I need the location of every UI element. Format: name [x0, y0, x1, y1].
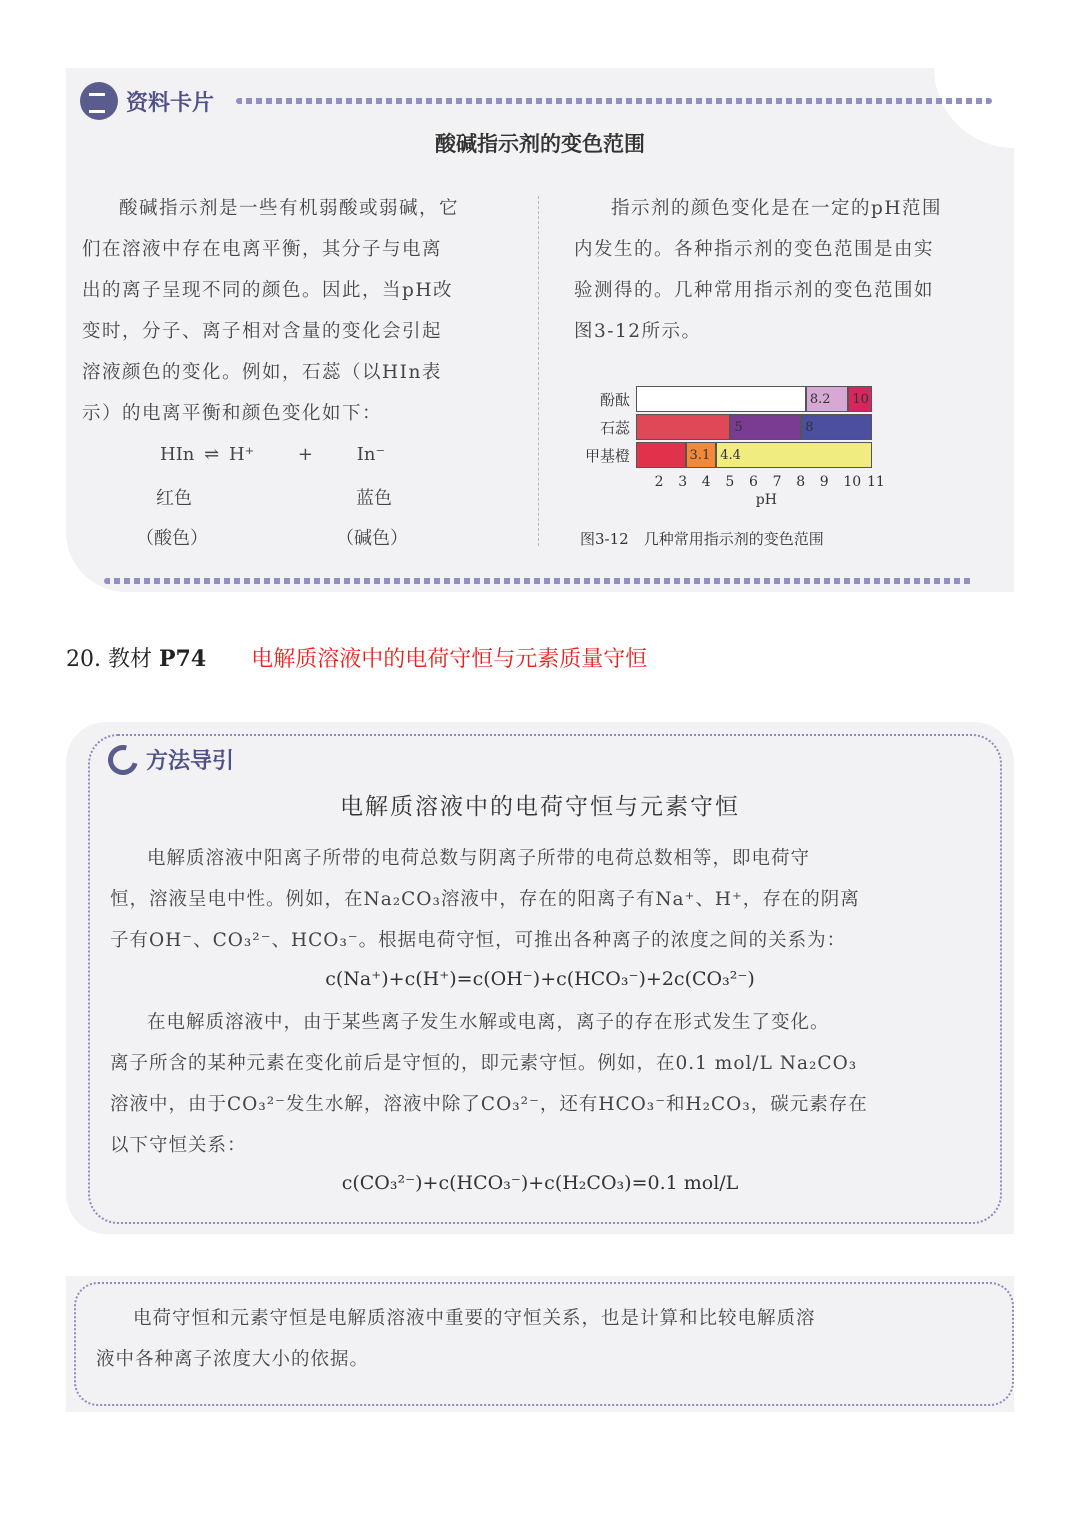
x-tick-label: 4 [701, 474, 711, 490]
section-title: 电解质溶液中的电荷守恒与元素质量守恒 [251, 647, 648, 672]
text-line: 恒，溶液呈电中性。例如，在Na₂CO₃溶液中，存在的阳离子有Na⁺、H⁺，存在的阴离 [110, 889, 860, 910]
color-blue-label: 蓝色 [356, 488, 392, 509]
indicator-label: 甲基橙 [584, 447, 630, 465]
summary-paragraph [96, 1298, 992, 1380]
text-line: 溶液颜色的变化。例如，石蕊（以HIn表 [82, 362, 442, 383]
info-card-header-label: 资料卡片 [126, 90, 215, 116]
wavy-divider-top [236, 98, 992, 104]
indicator-range-segment: 4.4 [716, 442, 872, 468]
x-tick-label: 5 [725, 474, 735, 490]
x-tick-label: 3 [678, 474, 688, 490]
acid-color-label: （酸色） [136, 528, 208, 549]
text-line: 验测得的。几种常用指示剂的变色范围如 [574, 280, 935, 301]
text-line: 液中各种离子浓度大小的依据。 [96, 1349, 370, 1370]
eq-right2: In⁻ [356, 444, 385, 465]
section-number: 20. [66, 647, 101, 672]
element-balance-formula: c(CO₃²⁻)+c(HCO₃⁻)+c(H₂CO₃)=0.1 mol/L [341, 1172, 739, 1194]
indicator-bar [570, 442, 870, 468]
info-card-header [80, 82, 214, 120]
x-tick-label: 2 [654, 474, 664, 490]
indicator-range-segment: 10 [848, 386, 872, 412]
column-divider [538, 196, 539, 546]
indicator-bar [570, 386, 870, 412]
section-book-label: 教材 [108, 647, 153, 672]
info-card-title: 酸碱指示剂的变色范围 [435, 132, 645, 156]
text-line: 酸碱指示剂是一些有机弱酸或弱碱，它 [119, 198, 460, 219]
x-tick-label: 6 [749, 474, 758, 490]
charge-balance-formula: c(Na⁺)+c(H⁺)=c(OH⁻)+c(HCO₃⁻)+2c(CO₃²⁻) [325, 968, 755, 990]
text-line: 电荷守恒和元素守恒是电解质溶液中重要的守恒关系，也是计算和比较电解质溶 [133, 1308, 816, 1329]
indicator-range-segment: 8.2 [806, 386, 848, 412]
indicator-range-segment: 5 [730, 414, 801, 440]
x-tick-label: 7 [772, 474, 782, 490]
x-tick-label: 10 [843, 474, 862, 490]
indicator-range-segment: 3.1 [686, 442, 717, 468]
x-tick-label: 9 [819, 474, 829, 490]
text-line: 变时，分子、离子相对含量的变化会引起 [82, 321, 443, 342]
indicator-range-segment [636, 414, 730, 440]
figure-caption: 图3-12 几种常用指示剂的变色范围 [580, 530, 824, 548]
text-line: 内发生的。各种指示剂的变色范围是由实 [574, 239, 935, 260]
eq-plus: + [297, 444, 313, 465]
x-axis-label: pH [755, 492, 777, 508]
text-line: 溶液中，由于CO₃²⁻发生水解，溶液中除了CO₃²⁻，还有HCO₃⁻和H₂CO₃，碳元素存在 [110, 1094, 868, 1115]
section-heading [66, 642, 647, 673]
info-right-paragraph [574, 188, 994, 352]
method-card-header [108, 744, 234, 775]
text-line: 出的离子呈现不同的颜色。因此，当pH改 [82, 280, 453, 301]
x-tick-label: 8 [796, 474, 806, 490]
method-paragraph-1 [110, 838, 978, 961]
text-line: 在电解质溶液中，由于某些离子发生水解或电离，离子的存在形式发生了变化。 [147, 1012, 830, 1033]
ionization-equation [160, 444, 385, 465]
compass-icon [103, 739, 144, 780]
indicator-range-segment: 8 [801, 414, 872, 440]
eq-arrow: ⇌ [204, 444, 220, 465]
text-line: 子有OH⁻、CO₃²⁻、HCO₃⁻。根据电荷守恒，可推出各种离子的浓度之间的关系为： [110, 930, 847, 951]
text-line: 们在溶液中存在电离平衡，其分子与电离 [82, 239, 443, 260]
eq-right1: H⁺ [228, 444, 255, 465]
indicator-label: 石蕊 [599, 419, 630, 437]
document-icon [80, 82, 118, 120]
text-line: 以下守恒关系： [110, 1135, 247, 1156]
indicator-range-segment [636, 442, 686, 468]
text-line: 示）的电离平衡和颜色变化如下： [82, 403, 383, 424]
base-color-label: （碱色） [336, 528, 408, 549]
method-card-header-label: 方法导引 [146, 749, 235, 774]
eq-left: HIn [160, 444, 195, 465]
text-line: 图3-12所示。 [574, 321, 702, 342]
wavy-divider-bottom [104, 578, 974, 584]
text-line: 离子所含的某种元素在变化前后是守恒的，即元素守恒。例如，在0.1 mol/L Na₂CO₃ [110, 1053, 858, 1074]
indicator-range-segment [636, 386, 806, 412]
indicator-label: 酚酞 [599, 391, 630, 409]
indicator-bar [570, 414, 870, 440]
info-left-paragraph [82, 188, 502, 434]
x-tick-label: 11 [867, 474, 885, 490]
section-page: P74 [159, 646, 207, 672]
text-line: 指示剂的颜色变化是在一定的pH范围 [611, 198, 942, 219]
method-paragraph-2 [110, 1002, 978, 1166]
method-card-title: 电解质溶液中的电荷守恒与元素守恒 [340, 794, 740, 820]
color-red-label: 红色 [156, 488, 192, 509]
text-line: 电解质溶液中阳离子所带的电荷总数与阴离子所带的电荷总数相等，即电荷守 [147, 848, 811, 869]
